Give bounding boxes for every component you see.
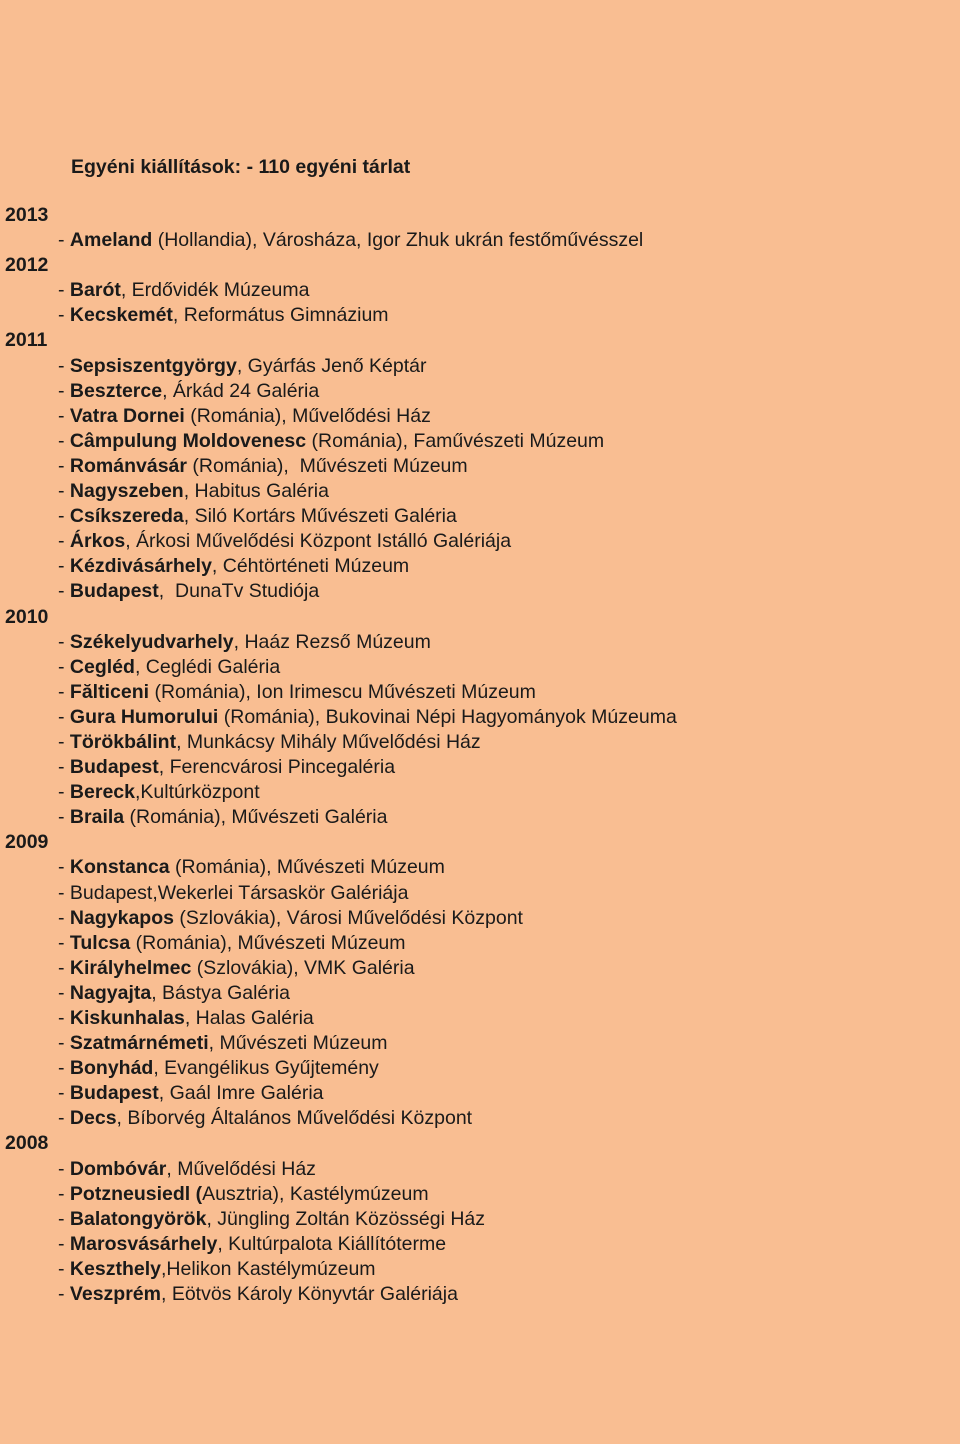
exhibition-place: Kecskemét: [69, 304, 173, 327]
item-dash: -: [58, 981, 70, 1004]
exhibition-item: [0, 956, 960, 981]
exhibition-place: Törökbálint: [69, 730, 177, 753]
exhibition-item: [0, 454, 960, 479]
exhibition-venue: (Hollandia), Városháza, Igor Zhuk ukrán festőművésszel: [152, 229, 644, 252]
exhibition-item: [0, 780, 960, 805]
exhibition-item: [0, 354, 960, 379]
exhibition-item: [0, 479, 960, 504]
item-dash: -: [58, 680, 70, 703]
exhibition-place: Vatra Dornei: [69, 404, 185, 427]
item-dash: -: [58, 580, 70, 603]
exhibition-item: [0, 981, 960, 1006]
exhibition-venue: , Református Gimnázium: [172, 304, 389, 327]
exhibition-place: Budapest: [69, 756, 159, 779]
exhibition-item: [0, 429, 960, 454]
exhibition-item: [0, 755, 960, 780]
exhibition-place: Nagykapos: [69, 906, 174, 929]
exhibition-venue: , Bíborvég Általános Művelődési Központ: [116, 1107, 473, 1130]
exhibition-venue: Ausztria), Kastélymúzeum: [202, 1182, 429, 1205]
exhibition-item: [0, 1106, 960, 1131]
item-dash: -: [58, 429, 70, 452]
exhibition-item: [0, 404, 960, 429]
exhibition-place: Tulcsa: [69, 931, 131, 954]
year-heading: 2008: [5, 1132, 49, 1155]
exhibition-item: [0, 1257, 960, 1282]
exhibition-place: Dombóvár: [69, 1157, 167, 1180]
exhibition-place: Sepsiszentgyörgy: [69, 354, 237, 377]
exhibition-item: [0, 303, 960, 328]
exhibition-item: [0, 881, 960, 906]
page-heading: Egyéni kiállítások: - 110 egyéni tárlat: [71, 156, 411, 178]
exhibition-venue: , Ceglédi Galéria: [134, 655, 281, 678]
exhibition-venue: (Románia), Faművészeti Múzeum: [306, 429, 605, 452]
exhibition-place: Cegléd: [69, 655, 135, 678]
exhibition-item: [0, 655, 960, 680]
item-dash: -: [58, 956, 70, 979]
exhibition-venue: , Gyárfás Jenő Képtár: [236, 354, 427, 377]
exhibition-place: Szatmárnémeti: [69, 1032, 209, 1055]
exhibition-place: Csíkszereda: [69, 505, 184, 528]
exhibition-item: [0, 1031, 960, 1056]
item-dash: -: [58, 229, 70, 252]
exhibition-item: [0, 1282, 960, 1307]
exhibition-venue: , Haáz Rezső Múzeum: [233, 630, 431, 653]
item-dash: -: [58, 1257, 70, 1280]
exhibition-item: [0, 705, 960, 730]
exhibition-venue: , Céhtörténeti Múzeum: [211, 555, 410, 578]
item-dash: -: [58, 304, 70, 327]
year-heading: 2009: [5, 831, 49, 854]
item-dash: -: [58, 730, 70, 753]
exhibition-venue: (Románia), Művészeti Múzeum: [186, 454, 468, 477]
item-dash: -: [58, 454, 70, 477]
exhibition-item: [0, 504, 960, 529]
exhibition-venue: , Kultúrpalota Kiállítóterme: [217, 1232, 447, 1255]
exhibition-place: Árkos: [69, 530, 126, 553]
exhibition-venue: , Munkácsy Mihály Művelődési Ház: [176, 730, 481, 753]
exhibition-venue: , Habitus Galéria: [183, 480, 329, 503]
year-heading: 2011: [5, 329, 48, 352]
exhibition-venue: (Románia), Bukovinai Népi Hagyományok Múzeuma: [218, 705, 677, 728]
exhibition-place: Budapest: [69, 580, 159, 603]
exhibition-venue: , Evangélikus Gyűjtemény: [153, 1057, 379, 1080]
exhibition-place: Bonyhád: [69, 1057, 154, 1080]
exhibition-venue: (Szlovákia), VMK Galéria: [191, 956, 415, 979]
exhibition-item: [0, 805, 960, 830]
exhibition-place: Románvásár: [69, 454, 187, 477]
exhibition-venue: Budapest,Wekerlei Társaskör Galériája: [69, 881, 409, 904]
exhibition-venue: (Románia), Művészeti Múzeum: [130, 931, 406, 954]
item-dash: -: [58, 781, 70, 804]
exhibition-item: [0, 1157, 960, 1182]
item-dash: -: [58, 756, 70, 779]
exhibition-venue: , DunaTv Studiója: [158, 580, 320, 603]
exhibition-item: [0, 579, 960, 604]
item-dash: -: [58, 1182, 70, 1205]
exhibition-venue: (Szlovákia), Városi Művelődési Központ: [173, 906, 523, 929]
item-dash: -: [58, 1232, 70, 1255]
exhibition-place: Kézdivásárhely: [69, 555, 212, 578]
exhibition-venue: , Árkosi Művelődési Központ Istálló Galériája: [125, 530, 512, 553]
exhibition-place: Nagyszeben: [69, 480, 184, 503]
exhibition-place: Bereck: [69, 781, 135, 804]
item-dash: -: [58, 630, 70, 653]
exhibition-place: Kiskunhalas: [69, 1007, 185, 1029]
exhibition-place: Decs: [69, 1107, 117, 1130]
year-heading: 2012: [5, 254, 49, 277]
exhibition-venue: ,Kultúrközpont: [134, 781, 260, 804]
exhibition-place: Fălticeni: [69, 680, 150, 703]
exhibition-venue: , Erdővidék Múzeuma: [120, 279, 310, 302]
item-dash: -: [58, 806, 70, 829]
item-dash: -: [58, 1057, 70, 1080]
exhibition-venue: (Románia), Művészeti Galéria: [124, 806, 388, 829]
exhibition-item: [0, 1056, 960, 1081]
exhibition-place: Budapest: [69, 1082, 159, 1105]
year-heading: 2010: [5, 605, 49, 628]
item-dash: -: [58, 505, 70, 528]
exhibition-place: Marosvásárhely: [69, 1232, 218, 1255]
exhibition-place: Balatongyörök: [69, 1207, 207, 1230]
exhibition-item: [0, 1182, 960, 1207]
exhibition-place: Gura Humorului: [69, 705, 219, 728]
exhibition-venue: , Művészeti Múzeum: [208, 1032, 388, 1055]
exhibition-item: [0, 931, 960, 956]
exhibition-venue: , Jüngling Zoltán Közösségi Ház: [206, 1207, 486, 1230]
exhibition-item: [0, 680, 960, 705]
exhibition-place: Beszterce: [69, 379, 163, 402]
exhibition-item: [0, 855, 960, 880]
exhibition-venue: , Ferencvárosi Pincegaléria: [158, 756, 396, 779]
item-dash: -: [58, 705, 70, 728]
exhibition-venue: , Bástya Galéria: [151, 981, 290, 1004]
item-dash: -: [58, 530, 70, 553]
exhibition-item: [0, 228, 960, 253]
exhibition-item: [0, 379, 960, 404]
exhibition-item: [0, 1207, 960, 1232]
exhibition-venue: , Halas Galéria: [184, 1007, 314, 1029]
item-dash: -: [58, 655, 70, 678]
exhibition-place: Nagyajta: [69, 981, 152, 1004]
exhibition-item: [0, 529, 960, 554]
exhibition-item: [0, 1006, 960, 1031]
exhibition-place: Ameland: [69, 229, 153, 252]
exhibition-venue: (Románia), Ion Irimescu Művészeti Múzeum: [149, 680, 536, 703]
exhibition-venue: , Eötvös Károly Könyvtár Galériája: [160, 1283, 458, 1306]
exhibition-item: [0, 630, 960, 655]
exhibition-venue: , Siló Kortárs Művészeti Galéria: [183, 505, 457, 528]
exhibition-place: Konstanca: [69, 856, 170, 879]
exhibition-place: Székelyudvarhely: [69, 630, 234, 653]
exhibition-list: [0, 203, 960, 1307]
item-dash: -: [58, 931, 70, 954]
exhibition-place: Barót: [69, 279, 121, 302]
item-dash: -: [58, 856, 70, 879]
item-dash: -: [58, 279, 70, 302]
exhibition-venue: (Románia), Művelődési Ház: [184, 404, 431, 427]
year-heading: 2013: [5, 204, 49, 226]
item-dash: -: [58, 1157, 70, 1180]
exhibition-venue: , Gaál Imre Galéria: [158, 1082, 324, 1105]
exhibition-venue: ,Helikon Kastélymúzeum: [160, 1257, 376, 1280]
exhibition-place: Câmpulung Moldovenesc: [69, 429, 307, 452]
exhibition-item: [0, 1232, 960, 1257]
exhibition-venue: , Művelődési Ház: [166, 1157, 316, 1180]
exhibition-item: [0, 554, 960, 579]
item-dash: -: [58, 881, 70, 904]
item-dash: -: [58, 379, 70, 402]
exhibition-venue: (Románia), Művészeti Múzeum: [169, 856, 445, 879]
exhibition-place: Veszprém: [69, 1283, 161, 1306]
exhibition-place: Braila: [69, 806, 125, 829]
item-dash: -: [58, 1107, 70, 1130]
item-dash: -: [58, 404, 70, 427]
item-dash: -: [58, 906, 70, 929]
item-dash: -: [58, 1007, 70, 1029]
exhibition-place: Királyhelmec: [69, 956, 192, 979]
exhibition-item: [0, 1081, 960, 1106]
exhibition-item: [0, 278, 960, 303]
item-dash: -: [58, 1032, 70, 1055]
item-dash: -: [58, 1207, 70, 1230]
exhibition-item: [0, 906, 960, 931]
exhibition-item: [0, 730, 960, 755]
item-dash: -: [58, 480, 70, 503]
item-dash: -: [58, 1082, 70, 1105]
exhibition-place: Potzneusiedl (: [69, 1182, 203, 1205]
exhibition-place: Keszthely: [69, 1257, 161, 1280]
item-dash: -: [58, 555, 70, 578]
item-dash: -: [58, 1283, 70, 1306]
exhibition-venue: , Árkád 24 Galéria: [162, 379, 320, 402]
item-dash: -: [58, 354, 70, 377]
